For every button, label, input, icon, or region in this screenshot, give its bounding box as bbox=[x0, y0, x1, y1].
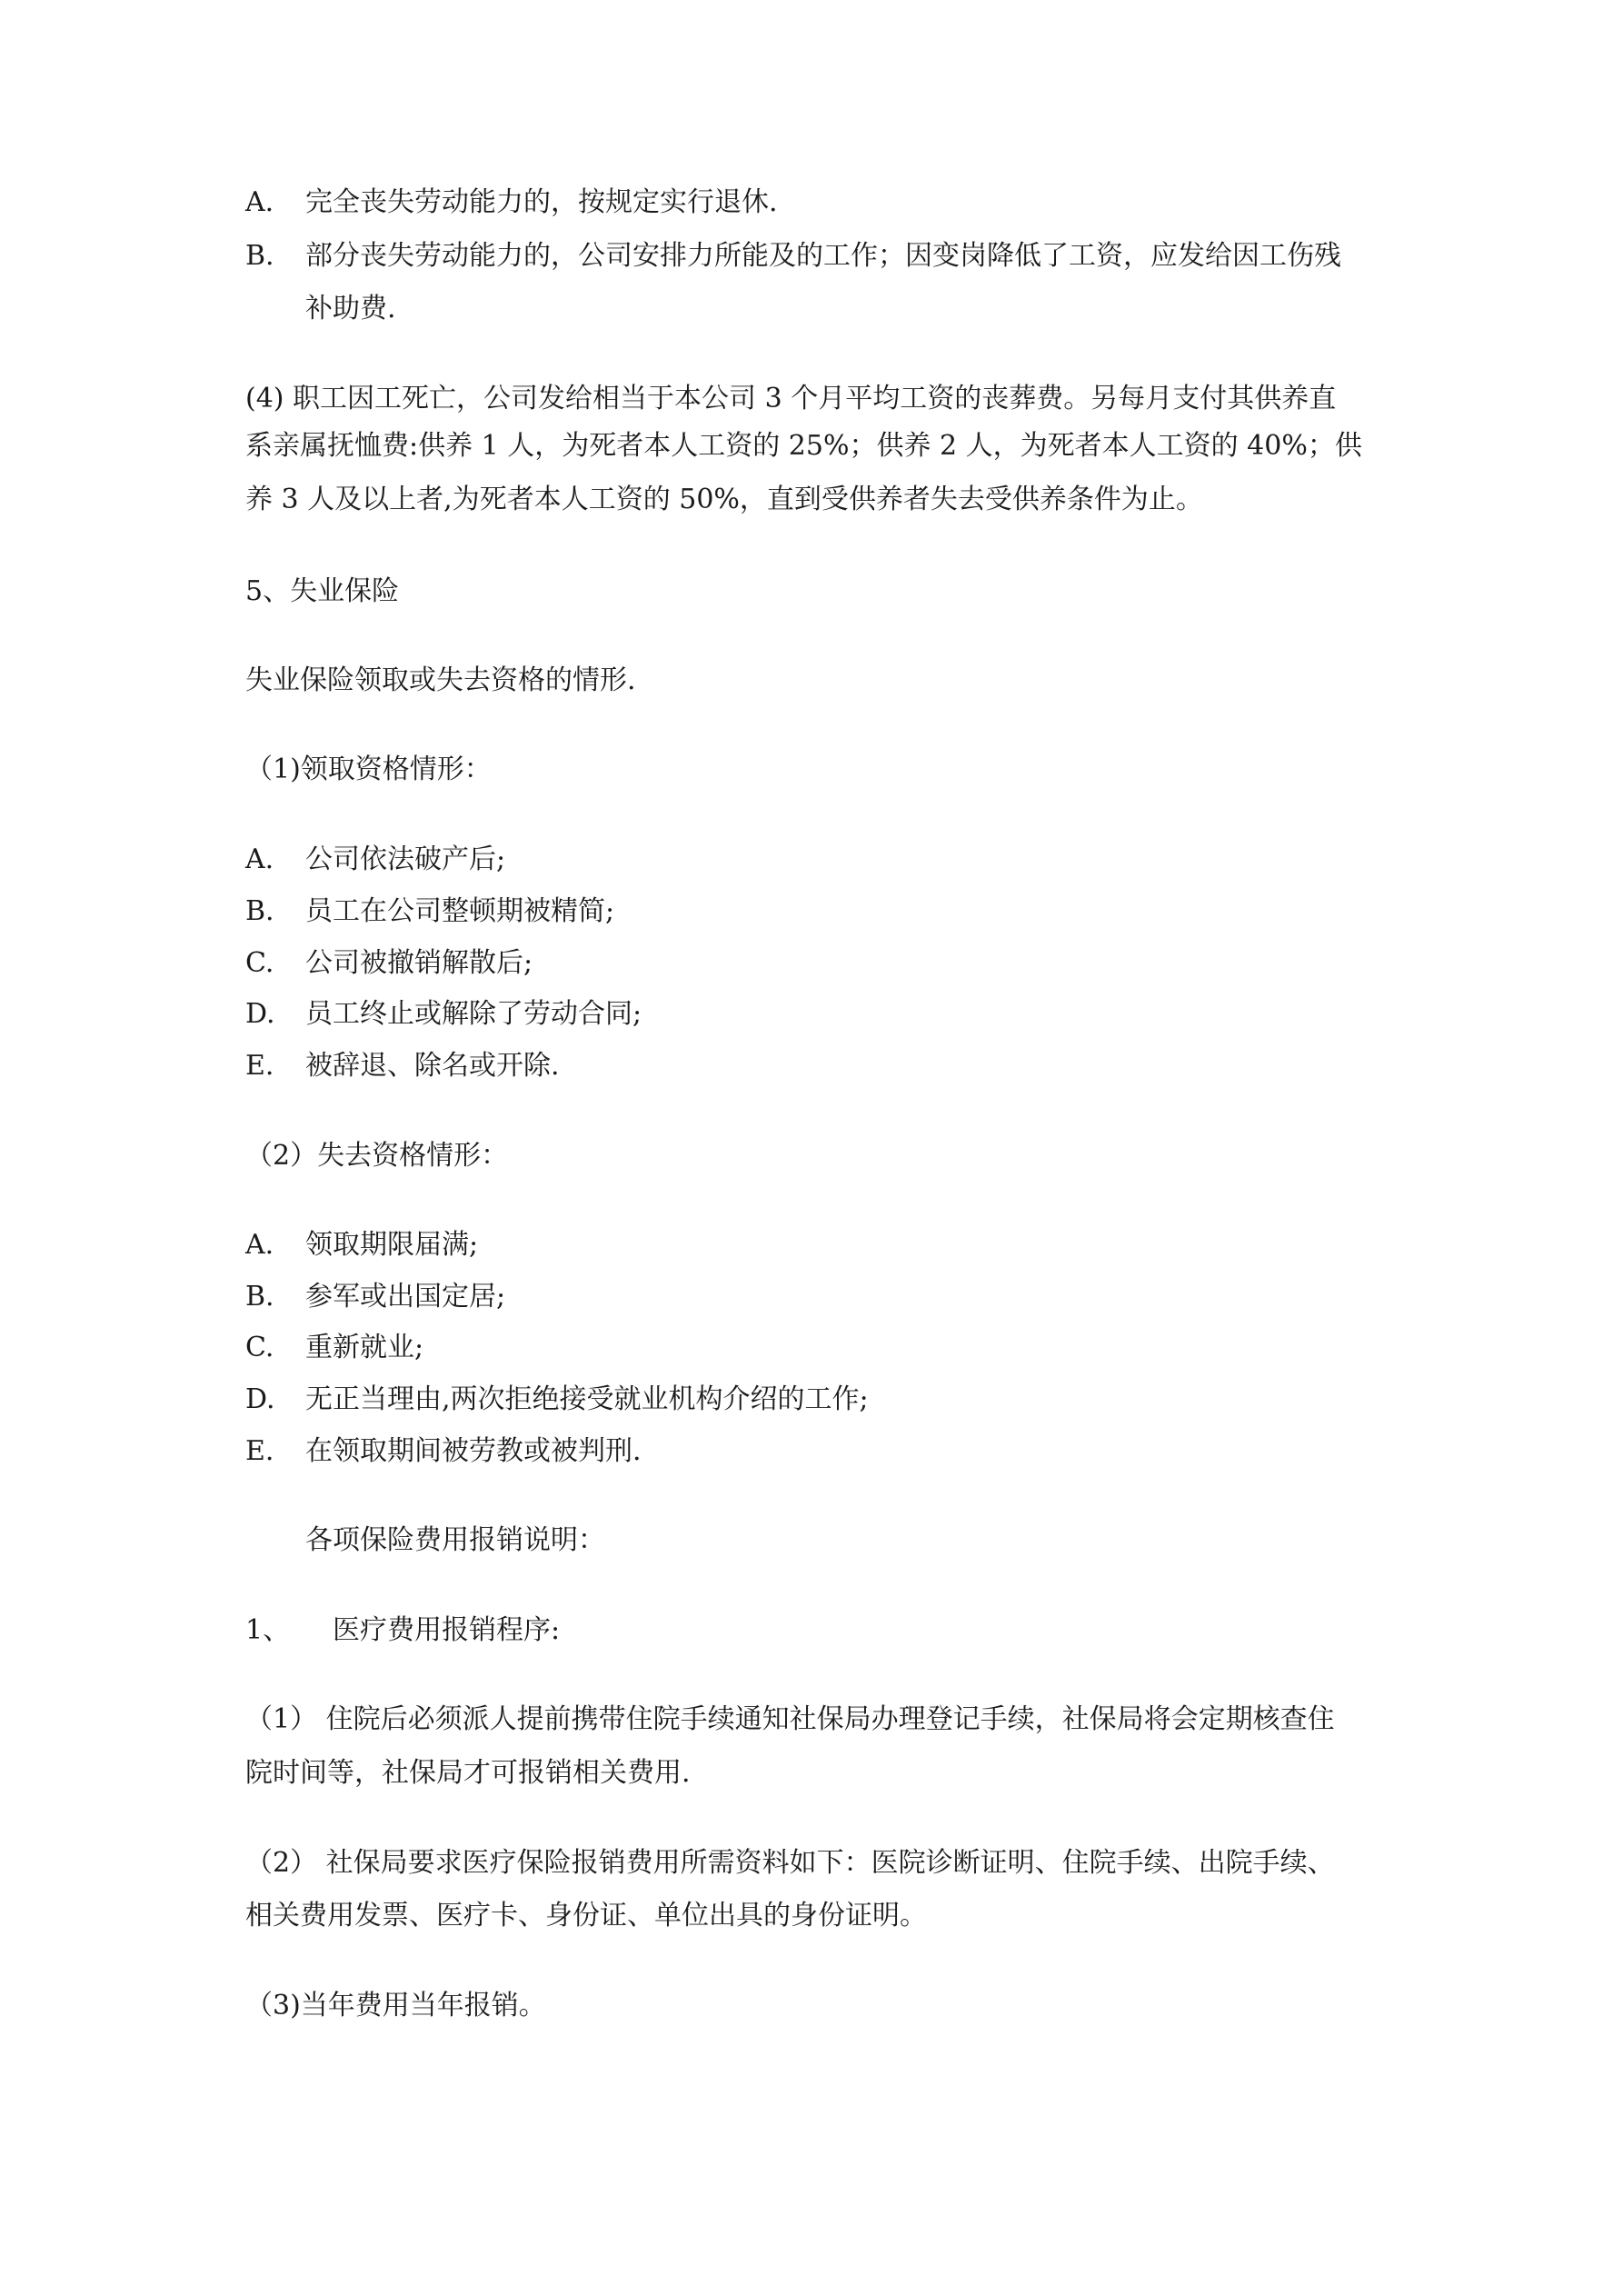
paragraph-4-line-1: (4) 职工因工死亡，公司发给相当于本公司 3 个月平均工资的丧葬费。另每月支付其供养直 bbox=[245, 383, 1337, 414]
loss-item: E. 在领取期间被劳教或被判刑. bbox=[245, 1435, 642, 1467]
eligibility-item: C. 公司被撤销解散后; bbox=[245, 947, 533, 979]
loss-item: D. 无正当理由,两次拒绝接受就业机构介绍的工作; bbox=[245, 1383, 869, 1415]
medical-procedure-heading: 1、 医疗费用报销程序: bbox=[245, 1614, 561, 1646]
paragraph-4-line-2: 系亲属抚恤费:供养 1 人，为死者本人工资的 25%；供养 2 人，为死者本人工资的 40%；供 bbox=[245, 430, 1362, 462]
section-heading-unemployment: 5、失业保险 bbox=[245, 575, 400, 607]
list-item-b-continued: 补助费. bbox=[305, 293, 396, 324]
medical-step-2-line-1: （2） 社保局要求医疗保险报销费用所需资料如下：医院诊断证明、住院手续、出院手续、 bbox=[245, 1847, 1335, 1879]
intro-paragraph: 失业保险领取或失去资格的情形. bbox=[245, 664, 636, 696]
loss-item: C. 重新就业; bbox=[245, 1332, 424, 1363]
subheading-loss-of-eligibility: （2）失去资格情形： bbox=[245, 1140, 509, 1172]
eligibility-item: D. 员工终止或解除了劳动合同; bbox=[245, 998, 642, 1030]
medical-step-3: （3)当年费用当年报销。 bbox=[245, 1990, 546, 2021]
loss-item: A. 领取期限届满; bbox=[245, 1229, 479, 1261]
list-item-b: B. 部分丧失劳动能力的，公司安排力所能及的工作；因变岗降低了工资，应发给因工伤残 bbox=[245, 240, 1341, 272]
eligibility-item: E. 被辞退、除名或开除. bbox=[245, 1050, 560, 1082]
list-item-a: A. 完全丧失劳动能力的，按规定实行退休. bbox=[245, 186, 778, 218]
eligibility-item: A. 公司依法破产后; bbox=[245, 844, 506, 875]
paragraph-4-line-3: 养 3 人及以上者,为死者本人工资的 50%，直到受供养者失去受供养条件为止。 bbox=[245, 484, 1203, 515]
notes-title: 各项保险费用报销说明： bbox=[305, 1524, 605, 1556]
medical-step-1-line-2: 院时间等，社保局才可报销相关费用. bbox=[245, 1757, 691, 1789]
loss-item: B. 参军或出国定居; bbox=[245, 1281, 506, 1313]
eligibility-item: B. 员工在公司整顿期被精简; bbox=[245, 895, 615, 927]
medical-step-2-line-2: 相关费用发票、医疗卡、身份证、单位出具的身份证明。 bbox=[245, 1900, 927, 1932]
subheading-eligibility: （1)领取资格情形： bbox=[245, 754, 492, 785]
medical-step-1-line-1: （1） 住院后必须派人提前携带住院手续通知社保局办理登记手续，社保局将会定期核查住 bbox=[245, 1703, 1335, 1735]
